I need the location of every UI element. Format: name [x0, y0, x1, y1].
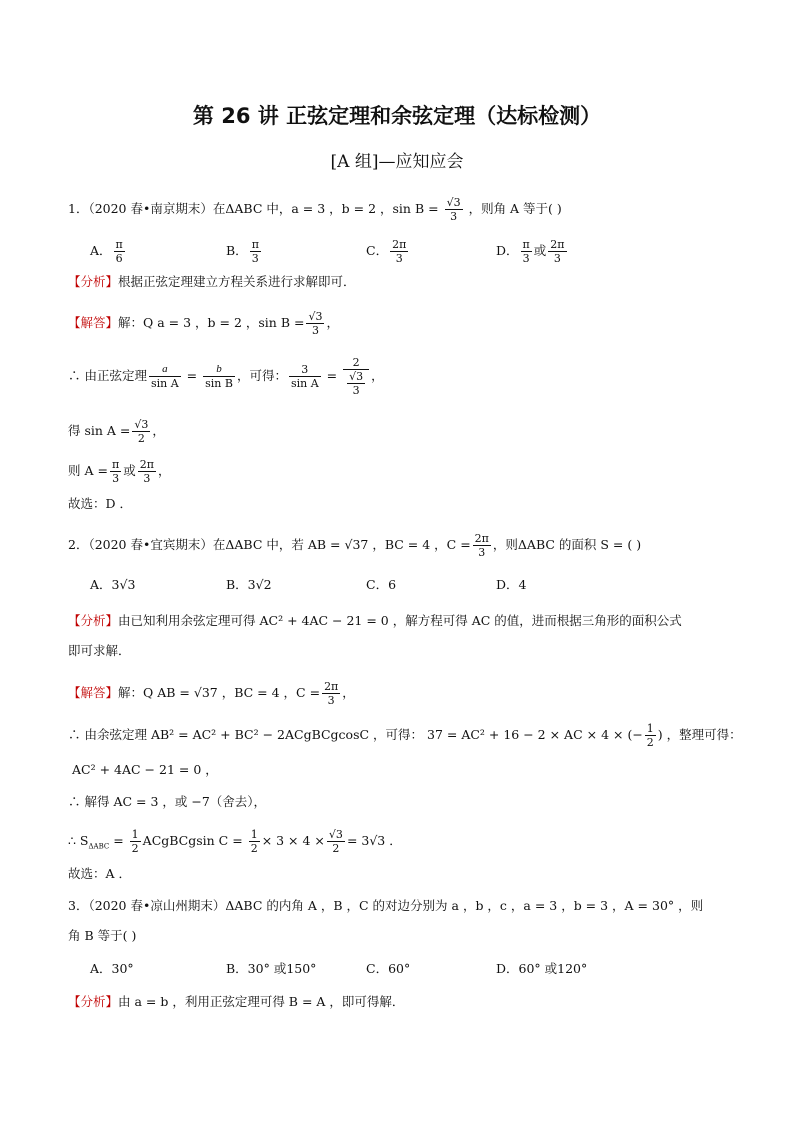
frac-num: √3 — [134, 418, 149, 431]
opt-label: B． — [226, 243, 248, 258]
opt-label: A． — [90, 243, 112, 258]
q3-option-b: B．30° 或150° — [226, 961, 317, 976]
frac — [645, 722, 656, 749]
frac-num: 2π — [139, 458, 154, 471]
frac-num: √3 — [446, 196, 461, 209]
frac — [132, 418, 150, 445]
frac-den: 3 — [327, 694, 335, 707]
q1-option-d — [496, 238, 569, 265]
answer-text: ACgBCgsin C = — [142, 833, 243, 848]
subscript: ΔABC — [88, 842, 110, 851]
frac — [548, 238, 566, 265]
frac-den: 2 — [250, 842, 258, 855]
frac — [289, 363, 321, 390]
frac — [347, 370, 365, 397]
frac-num: 2π — [392, 238, 407, 251]
frac — [249, 828, 260, 855]
frac-num: π — [251, 238, 259, 251]
analysis-tag: 【分析】 — [68, 994, 119, 1009]
frac — [473, 532, 491, 559]
frac-num: 2π — [550, 238, 565, 251]
q1-stem-post: ，则角 A 等于( ) — [468, 201, 562, 216]
opt-label: C． — [366, 243, 389, 258]
q3-stem-2: 角 B 等于( ) — [68, 928, 137, 943]
frac — [327, 828, 345, 855]
frac-den: 3 — [395, 252, 403, 265]
q2-stem-post: ，则ΔABC 的面积 S = ( ) — [492, 537, 642, 552]
frac-num: 1 — [646, 722, 654, 735]
answer-text: = 3√3 ． — [346, 833, 402, 848]
page-subtitle: [A 组]—应知应会 — [330, 152, 464, 172]
frac-num: π — [115, 238, 123, 251]
q3-option-a: A．30° — [90, 961, 134, 976]
q1-option-b — [226, 238, 263, 265]
q2-option-a: A．3√3 — [90, 577, 136, 592]
frac — [110, 458, 121, 485]
q2-stem — [68, 532, 641, 559]
frac-den: sin A — [150, 377, 179, 390]
analysis-tag: 【分析】 — [68, 613, 119, 628]
frac-den: sin B — [205, 377, 233, 390]
frac-den: 3 — [553, 252, 561, 265]
q2-option-b: B．3√2 — [226, 577, 272, 592]
q3-option-c: C．60° — [366, 961, 411, 976]
frac-num: 1 — [131, 828, 139, 841]
q2-analysis-1 — [68, 613, 682, 629]
frac — [322, 680, 340, 707]
frac-den: 2 — [131, 842, 139, 855]
frac — [250, 238, 261, 265]
frac-den: 3 — [522, 252, 530, 265]
analysis-text: 根据正弦定理建立方程关系进行求解即可． — [118, 274, 356, 289]
answer-text: ，可得： — [236, 368, 287, 383]
frac-den: 6 — [115, 252, 123, 265]
q3-option-d: D．60° 或120° — [496, 961, 588, 976]
q1-option-a — [90, 238, 127, 265]
frac — [130, 828, 141, 855]
q2-answer-2 — [68, 722, 742, 749]
frac — [521, 238, 532, 265]
frac-num: π — [522, 238, 530, 251]
q3-analysis — [68, 994, 404, 1010]
q3-stem-1: 3．（2020 春•凉山州期末）ΔABC 的内角 A ，B ，C 的对边分别为 a ，b ，c ，a = 3 ，b = 3 ，A = 30° ，则 — [68, 898, 704, 913]
frac-num: b — [203, 363, 235, 377]
frac-num: √3 — [349, 370, 364, 383]
frac-den: 3 — [143, 472, 151, 485]
q1-analysis — [68, 274, 356, 290]
q1-answer-1: 【解答】解：Q a = 3 ，b = 2 ，sin B = $\frac{√3}{3}$ ， — [68, 310, 339, 337]
answer-text: 得 sin A = — [68, 423, 131, 438]
q1-stem — [68, 196, 562, 223]
frac-num: 2π — [324, 680, 339, 693]
answer-text: ) ，整理可得： — [657, 727, 742, 742]
q1-stem-pre: 1．（2020 春•南京期末）在ΔABC 中，a = 3 ，b = 2 ，sin B = — [68, 201, 439, 216]
q1-answer-2: ∴ 由正弦定理 $\frac{a}{\text{sin A}}$ = $\frac{b}{\text{sin B}}$ ，可得： $\frac{3}{\text{sin A}}$ = $\frac{2}{\frac{√3}{3}}$ ， — [68, 356, 384, 397]
q1-answer-4: 则 A = $\frac{\pi}{3}$ 或 $\frac{2\pi}{3}$ ， — [68, 458, 171, 485]
answer-text: ∴ S — [68, 833, 89, 848]
answer-text: ∴ 由正弦定理 — [68, 368, 147, 383]
frac — [114, 238, 125, 265]
opt-label: D． — [496, 243, 519, 258]
frac-num: 3 — [289, 363, 321, 377]
frac-den: 3 — [251, 252, 259, 265]
frac — [149, 363, 181, 390]
answer-tag: 【解答】 — [68, 315, 119, 330]
frac — [203, 363, 235, 390]
q2-analysis-2: 即可求解． — [68, 643, 131, 658]
analysis-tag: 【分析】 — [68, 274, 119, 289]
frac-num: π — [111, 458, 120, 471]
or-text: 或 — [123, 463, 136, 478]
frac-num: 2 — [343, 356, 369, 370]
frac-den: 3 — [352, 384, 360, 397]
q1-answer-3: 得 sin A = $\frac{√3}{2}$ ， — [68, 418, 165, 445]
answer-text: 解：Q AB = √37 ，BC = 4 ，C = — [118, 685, 321, 700]
frac-den: sin A — [290, 377, 319, 390]
answer-text: × 3 × 4 × — [261, 833, 325, 848]
q2-pick: 故选：A ． — [68, 866, 132, 881]
frac-den: 3 — [478, 546, 486, 559]
frac-den: 3 — [311, 324, 319, 337]
frac — [306, 310, 324, 337]
q2-stem-pre: 2．（2020 春•宜宾期末）在ΔABC 中，若 AB = √37 ，BC = 4 ，C = — [68, 537, 471, 552]
frac-den — [343, 370, 369, 397]
analysis-text: 由已知利用余弦定理可得 AC² + 4AC − 21 = 0 ，解方程可得 AC 的值，进而根据三角形的面积公式 — [118, 613, 682, 628]
frac-num: a — [149, 363, 181, 377]
frac-den: 2 — [646, 736, 654, 749]
page-title: 第 26 讲 正弦定理和余弦定理（达标检测） — [192, 104, 602, 128]
answer-text: 解：Q a = 3 ，b = 2 ，sin B = — [118, 315, 305, 330]
frac-den: 2 — [332, 842, 340, 855]
q2-answer-1: 【解答】解：Q AB = √37 ，BC = 4 ，C = $\frac{2\pi}{3}$ ， — [68, 680, 355, 707]
frac-num: √3 — [328, 828, 343, 841]
q1-option-c — [366, 238, 410, 265]
q2-option-d: D．4 — [496, 577, 527, 592]
q1-sinb-fraction — [445, 196, 463, 223]
answer-tag: 【解答】 — [68, 685, 119, 700]
frac — [390, 238, 408, 265]
q2-answer-3: AC² + 4AC − 21 = 0 ， — [72, 762, 218, 777]
q2-option-c: C．6 — [366, 577, 397, 592]
answer-text: 则 A = — [68, 463, 108, 478]
q2-answer-5: ∴ $S_{\Delta ABC}$ = $\frac{1}{2}$ ACgBCgsin C = $\frac{1}{2}$ × 3 × 4 × $\frac{√3}{2}$ = 3√3 ． — [68, 828, 402, 855]
frac-num: √3 — [308, 310, 323, 323]
frac-den: 3 — [112, 472, 120, 485]
frac — [343, 356, 369, 397]
q2-answer-4: ∴ 解得 AC = 3 ，或 −7（舍去）， — [68, 794, 267, 809]
frac — [138, 458, 156, 485]
q1-pick: 故选：D ． — [68, 496, 132, 511]
or-text: 或 — [533, 243, 547, 258]
answer-text: ∴ 由余弦定理 AB² = AC² + BC² − 2ACgBCgcosC ，可得： 37 = AC² + 16 − 2 × AC × 4 × (− — [68, 727, 643, 742]
analysis-text: 由 a = b ，利用正弦定理可得 B = A ，即可得解． — [118, 994, 405, 1009]
frac-den: 3 — [450, 210, 458, 223]
frac-num: 1 — [250, 828, 258, 841]
frac-num: 2π — [474, 532, 489, 545]
frac-den: 2 — [137, 432, 145, 445]
